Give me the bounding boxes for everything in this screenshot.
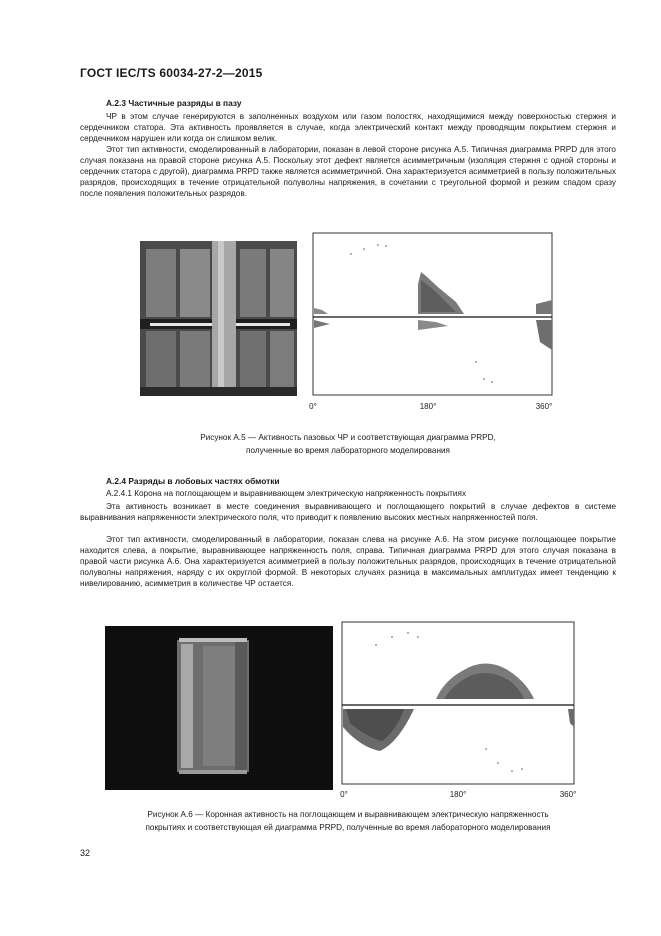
figure-a5-caption (80, 431, 616, 457)
tick-360: 360° (535, 402, 553, 411)
figure-a5-caption-line2: полученные во время лабораторного моделирования (246, 446, 450, 455)
section-heading-a23: А.2.3 Частичные разряды в пазу (106, 98, 242, 108)
page-number: 32 (80, 848, 91, 858)
tick-360: 360° (559, 790, 577, 799)
figure-a5-caption-line1: Рисунок А.5 — Активность пазовых ЧР и соответствующая диаграмма PRPD, (200, 433, 496, 442)
paragraph-a23-2: Этот тип активности, смоделированный в лаборатории, показан в левой стороне рисунка А.5. Типичная диаграмма PRPD для этого случая показана на правой стороне рисунка А.5. Поскольку этот дефект является асимметричным (изоляция стержня с одной стороны и сердечник статора с другой), диаграмма PRPD также является асимметричной. Она характеризуется асимметрией в пользу положительных разрядов, происходящих в течение отрицательной полуволны напряжения, в сочетании с треугольной формой и резким спадом сразу после появления положительных разрядов. (80, 145, 616, 198)
corona-photo (105, 626, 333, 790)
paragraph-a24-1: Эта активность возникает в месте соединения выравнивающего и поглощающего покрытий в случае дефектов в системе выравнивания напряженности электрического поля, что приводит к появлению высоких местных напряженностей поля. (80, 502, 616, 522)
document-header: ГОСТ IEC/TS 60034-27-2—2015 (80, 66, 263, 80)
section-heading-a24: А.2.4 Разряды в лобовых частях обмотки (106, 476, 280, 486)
paragraph-a23-1: ЧР в этом случае генерируются в заполненных воздухом или газом полостях, находящимися между поверхностью стержня и сердечником статора. Эта активность проявляется в случае, когда электрический контакт между проводящим покрытием стержня и сердечником нарушен или когда он слишком велик. (80, 112, 616, 143)
slot-pd-photo (140, 241, 297, 396)
subsection-heading-a241: А.2.4.1 Корона на поглощающем и выравнивающем электрическую напряженность покрытиях (106, 489, 467, 498)
prpd-diagram-a5 (306, 232, 560, 412)
tick-180: 180° (449, 790, 467, 799)
figure-a6-caption-line2: покрытиях и соответствующая ей диаграмма PRPD, полученные во время лабораторного моделирования (145, 823, 551, 832)
tick-180: 180° (419, 402, 437, 411)
prpd-diagram-a6 (336, 619, 580, 801)
figure-a6-caption (60, 808, 636, 834)
tick-0: 0° (340, 790, 348, 799)
figure-a6-caption-line1: Рисунок А.6 — Коронная активность на поглощающем и выравнивающем электрическую напряженность (147, 810, 549, 819)
tick-0: 0° (309, 402, 317, 411)
paragraph-a24-2: Этот тип активности, смоделированный в лаборатории, показан слева на рисунке А.6. На этом рисунке поглощающее покрытие находится слева, а покрытие, выравнивающее напряженность поля, справа. Типичная диаграмма PRPD для этого случая показана в правой части рисунка А.6. Она характеризуется асимметрией в пользу положительных разрядов, происходящих в течение отрицательной полуволны напряжения, наряду с их округлой формой. В некоторых случаях разница в максимальных амплитудах имеет тенденцию к нивелированию, асимметрия в количестве ЧР остается. (80, 535, 616, 588)
